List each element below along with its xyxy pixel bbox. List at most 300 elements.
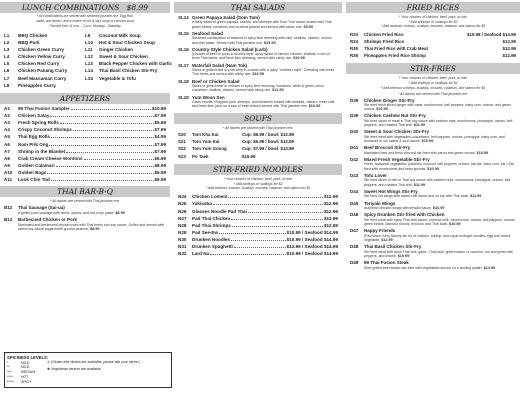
salads-item-price: $15.99 (263, 40, 276, 45)
noodles-item-code: N26 (178, 208, 187, 214)
stirfries-note-2: * Add shrimps or scallops for $2 (408, 81, 458, 86)
salads-item-desc (178, 68, 338, 77)
stirfries-item-desc (350, 119, 516, 128)
noodles-item-code: N24 (178, 194, 187, 200)
stirfries-item-desc-text: Slice grilled beef steaks stir-fried with vegetables served on a sizzling platter. (364, 265, 483, 270)
lunch-item-name: Hot & Sour Chicken Soup (99, 39, 155, 45)
salads-item-desc (178, 36, 338, 45)
salads-item-code: SL15 (178, 30, 189, 36)
salads-item-code: SL14 (178, 15, 189, 20)
soup-item-price: Cup: $6.99 / bowl: $12.99 (242, 139, 294, 145)
stirfries-item-desc (350, 218, 516, 227)
rices-item (350, 39, 516, 44)
soup-item-name: Tom Kha Kai (192, 131, 219, 137)
stirfries-item-desc-text: Stir fried slices of tofu in Thai soy sauce with cashew nuts, mushrooms, pineapple, onions, bell peppers, and roasted Thai chili. (364, 178, 511, 187)
bbq-item-name: Thai Sausage (Sai-ua) (18, 205, 65, 211)
stirfries-item-name: Happy Friends (364, 228, 396, 234)
bbq-item-desc (4, 223, 166, 232)
rices-item-code: R36 (350, 52, 359, 58)
lunch-item-name: Sweet & Sour Chicken (99, 54, 148, 60)
stirfries-item-desc-text: Fresh, seasonal vegetables (zucchini, broccoli, bell peppers, onions, carrots, baby corn, etc.) Stir fried with mushrooms and bean sprouts. (364, 162, 514, 171)
lunch-item-name: Vegetable & Tofu (99, 75, 136, 81)
stirfries-item-code: D45 (350, 200, 359, 206)
stirfries-item-name: Sweet Hot Wings Stir-Fry (364, 188, 418, 194)
lunch-header: LUNCH COMBINATIONS $8.99 (0, 2, 170, 13)
lunch-item-name: Ginger Chicken (99, 46, 133, 52)
appetizers-list (0, 106, 170, 182)
stirfries-item-price: $10.99 (432, 206, 445, 211)
lunch-item-name: BBQ Pork (18, 39, 40, 45)
appetizers-item-price: $10.99 (151, 106, 166, 112)
vegetarian-note: Vegetarian version are available (51, 367, 101, 372)
salads-item-price: $10.99 (252, 72, 264, 77)
stirfries-item-desc (350, 103, 516, 112)
stirfries-item-code: D42 (350, 157, 359, 163)
dot-leader (51, 178, 154, 181)
rices-item-code: R34 (350, 39, 359, 45)
lunch-item (85, 76, 166, 82)
noodles-item (178, 209, 338, 215)
noodles-item-code: N31 (178, 244, 187, 250)
stirfries-note-4: * All dishes are served with Thai jasmine rice. (397, 91, 469, 96)
stirfries-item-price: $10.99 (427, 166, 439, 171)
stirfries-item-name: Mixed Fresh Vegetable Stir-Fry (364, 157, 430, 163)
stirfries-item-price: $10.99 (397, 253, 410, 258)
stirfries-item-desc (350, 234, 516, 243)
stirfries-item-name: Chicken Cashew Nut Stir-Fry (364, 113, 426, 119)
spicy-stars: *** (7, 370, 12, 375)
appetizers-item-name: Shrimp in the Blanket (18, 148, 66, 154)
stirfries-item-name: 99 Thai Fusion Steak (364, 260, 409, 266)
lunch-item-code: L11 (85, 46, 93, 52)
appetizers-item-code: A2 (4, 113, 10, 119)
lunch-item (85, 47, 166, 53)
noodles-item-name: Pad See-Ew (192, 229, 219, 235)
salads-item (178, 63, 338, 77)
soup-item (178, 132, 338, 137)
spiciness-box (4, 352, 172, 388)
bbq-item-name: Barbecued Chicken or Pork (18, 217, 78, 223)
salads-item-desc (178, 52, 338, 61)
appetizers-item-name: Nam Prik Ong (18, 141, 49, 147)
lunch-item-name: Chicken Yellow Curry (18, 54, 65, 60)
lunch-item-code: L8 (4, 82, 10, 88)
stirfries-item-name: Beef Broccoli Stir-Fry (364, 145, 411, 151)
stirfries-item-code: D43 (350, 172, 359, 178)
lunch-item (4, 40, 85, 46)
soup-item-code: S22 (178, 146, 186, 152)
appetizers-item (4, 149, 166, 155)
stirfries-item-name: Teriyaki Wings (364, 200, 396, 206)
stirfries-item-desc-text: Stir fried hot wings with sweet chili sauce and on top with Thai basil. (364, 194, 469, 199)
lunch-item-name: Chicken Red Curry (18, 61, 60, 67)
stirfries-item-price: $11.99 (413, 182, 426, 187)
stirfries-item-name: Chicken Ginger Stir-Fry (364, 97, 415, 103)
lunch-item-name: Coconut Milk Soup (99, 32, 141, 38)
noodles-item-price: $10.99 / Seafood $14.99 (286, 236, 338, 242)
lunch-item-code: L2 (4, 39, 10, 45)
spicy-label: MEDIUM (21, 370, 36, 375)
salads-item-code: SL19 (178, 94, 189, 100)
appetizers-item-code: A4 (4, 127, 10, 133)
lunch-item-name: Thai Basil Chicken Stir-Fry (99, 68, 158, 74)
rices-header: FRIED RICES (346, 2, 520, 13)
soup-item-price: Cup: $7.99 / bowl: $13.99 (242, 146, 294, 152)
soup-item-name: Tom Yum Goong (192, 146, 227, 152)
salads-item-code: SL16 (178, 46, 189, 52)
stirfries-note-1: * Your choices of chicken, beef, pork, or tofu (398, 76, 468, 81)
spicy-stars: ** (7, 365, 10, 370)
lunch-item (4, 33, 85, 39)
lunch-item-code: L1 (4, 32, 10, 38)
appetizers-item-price: $4.99 (154, 134, 166, 140)
noodles-item (178, 251, 338, 257)
salads-item-price: $9.99 (303, 24, 314, 29)
stirfries-note-3: * Add seafood: shrimps, scallops, mussels, calamari, and salmon for $5 (380, 85, 486, 90)
lunch-note-1: * All combinations are served with steamed jasmine rice, Egg Roll, (36, 14, 134, 18)
stirfries-item-desc (350, 135, 516, 144)
lunch-item-code: L9 (85, 32, 91, 38)
stirfries-item-code: D39 (350, 113, 359, 119)
dot-leader (231, 217, 323, 220)
soup-item-code: S20 (178, 131, 186, 137)
stirfries-item (350, 244, 516, 258)
lunch-item (4, 61, 85, 67)
stirfries-item (350, 201, 516, 211)
rices-item-price: $10.99 / Seafood $14.99 (466, 32, 516, 38)
dot-leader (56, 164, 154, 167)
appetizers-item-code: A8 (4, 155, 10, 161)
stirfries-item (350, 173, 516, 187)
lunch-item (85, 33, 166, 39)
noodles-item-name: Glasses Noodle Pad Thai (192, 208, 247, 214)
appetizers-item-name: Chicken Satay (18, 113, 50, 119)
spicy-label: HOT (21, 374, 29, 379)
stirfries-item-desc (350, 206, 516, 211)
soup-item-price: Cup: $6.99 / bowl: $12.99 (242, 131, 294, 137)
stirfries-item (350, 228, 516, 242)
rices-item (350, 53, 516, 58)
salads-item-name: Green Papaya Salad (Som Tum) (192, 15, 260, 20)
appetizers-item-name: Golden Bags (18, 169, 47, 175)
noodles-item-price: $12.99 (323, 194, 338, 200)
appetizers-item-code: A10 (4, 169, 13, 175)
salads-item-name: Yum Woon Sen (192, 94, 225, 100)
stirfries-item (350, 260, 516, 270)
salads-list (174, 15, 342, 109)
lunch-item-code: L13 (85, 61, 93, 67)
appetizers-item-code: A9 (4, 162, 10, 168)
noodles-header: STIR-FRIED NOODLES (174, 164, 342, 175)
stirfries-item-price: $10.99 (448, 221, 461, 226)
rices-note-3: * Add seafood: shrimps, scallops, mussels, calamari, and salmon for $5 (380, 24, 486, 29)
rices-item-code: R33 (350, 32, 359, 38)
salads-item-desc-text: (choices of beef or pork) a country-style, spicy salad of minced chicken, shallots, a mix of fresh Thai herbs, and fresh lime dressing, served with sticky rice. (192, 52, 330, 61)
lunch-item (4, 83, 85, 89)
dot-leader (49, 143, 153, 146)
lunch-item-code: L12 (85, 54, 93, 60)
appetizers-item-price: $7.99 (154, 141, 166, 147)
noodles-item-price: $12.99 (323, 215, 338, 221)
noodles-item-code: N30 (178, 236, 187, 242)
stirfries-list (346, 98, 520, 271)
soup-item-name: Po Taek (192, 153, 209, 159)
appetizers-item-name: Crispy Coconut Shrimps (18, 127, 72, 133)
stirfries-item-code: D44 (350, 188, 359, 194)
rices-item-name: Thai Fried Rice with Crab Meat (364, 46, 428, 52)
lunch-item-code: L15 (85, 75, 93, 81)
lunch-item-code: L6 (4, 68, 10, 74)
salads-item-name: Seafood Salad (192, 30, 224, 36)
stirfries-item-desc-text: Marinated beef and fresh broccoli stir-fried with carrot and green onions. (364, 150, 476, 155)
noodles-item-name: Pad Thai Chicken (192, 215, 231, 221)
stirfries-item-code: D38 (350, 97, 359, 103)
noodles-item (178, 223, 338, 229)
stirfries-item-desc (350, 194, 516, 199)
salads-item (178, 47, 338, 61)
stirfries-item-desc (350, 151, 516, 156)
spicy-stars: **** (7, 374, 13, 379)
lunch-served: *Served from 11 a.m. - 3 p.m. Monday - Saturday (49, 23, 121, 28)
dot-leader (219, 231, 286, 234)
appetizers-item-code: A11 (4, 176, 13, 182)
stirfries-item-price: $14.99 (483, 265, 496, 270)
rices-list (346, 32, 520, 58)
noodles-item (178, 201, 338, 207)
bbq-item-price: $8.99 (90, 226, 100, 231)
bbq-list (0, 205, 170, 231)
soup-item-code: S23 (178, 153, 186, 159)
rices-item (350, 32, 516, 37)
noodles-item-price: $10.99 / Seafood $14.99 (286, 229, 338, 235)
spicy-label: SPICY (21, 379, 32, 384)
rices-item-name: Shrimps Fried Rice (364, 39, 405, 45)
appetizers-item-name: 99 Thai Fusion Sampler (18, 106, 70, 112)
stirfries-header: STIR-FRIES (346, 63, 520, 74)
gluten-note: (Gluten free dishes are available, please ask your server) (51, 360, 140, 365)
noodles-item-name: Drunken Spaghetti (192, 244, 233, 250)
noodles-item (178, 237, 338, 243)
salads-item-name: Country-Style Chicken Salad (Larb) (192, 46, 268, 52)
stirfries-item-code: D41 (350, 145, 359, 151)
appetizers-item-code: A7 (4, 148, 10, 154)
appetizers-item-price: $6.99 (154, 169, 166, 175)
appetizers-item (4, 170, 166, 176)
appetizers-item-name: Crab Cream Cheese Wontons (18, 155, 83, 161)
lunch-item-name: Chicken Green Curry (18, 46, 64, 52)
stirfries-item-price: $10.99 (421, 138, 434, 143)
soup-item-price: $15.99 (242, 153, 256, 159)
stirfries-item-price: $12.99 (381, 237, 393, 242)
rices-note-1: * Your choices of chicken, beef, pork, or tofu (398, 15, 468, 19)
noodles-item-price: $12.99 (323, 208, 338, 214)
noodles-note-3: * Add seafood: shrimps, scallops, mussels, calamari, and salmon for $5 (205, 186, 311, 191)
lunch-note-2: salad, and desert, and a choice of hot & sour soup or coconut soup (36, 18, 134, 23)
spicy-level (7, 375, 47, 379)
noodles-item-code: N29 (178, 229, 187, 235)
stirfries-item (350, 212, 516, 226)
salads-header: THAI SALADS (174, 2, 342, 13)
stirfries-item-price: $10.99 (376, 107, 388, 112)
stirfries-item-desc-text: Stir fried meat with spicy Thai chili-sauce, coconut milk, mushrooms, onions, bell peppers, carrots, green beans, bamboo shoots, broccoli, and Thai basil. (364, 217, 516, 226)
rices-item-price: $12.99 (502, 46, 516, 52)
lunch-item (4, 47, 85, 53)
lunch-list (4, 31, 173, 90)
noodles-item-name: Drunken Noodles (192, 236, 231, 242)
lunch-item-code: L5 (4, 61, 10, 67)
soup-item-name: Tom Yum Kai (192, 139, 220, 145)
appetizers-item-price: $7.99 (154, 148, 166, 154)
dot-leader (51, 135, 154, 138)
noodles-item-price: $12.99 (323, 201, 338, 207)
stirfries-item (350, 157, 516, 171)
bbq-item-code: B13 (4, 217, 13, 223)
spicy-level (7, 361, 47, 365)
salads-item-desc-text: Glass noodle, chopped pork, shrimps, and tomatoes tossed with shallots, cilantro, fresh chili, and fresh lime juice on a bed of fresh lettuce served with Thai jasmine rice. (192, 100, 336, 109)
noodles-item-code: N27 (178, 215, 187, 221)
dot-leader (73, 128, 154, 131)
dot-leader (47, 171, 153, 174)
spicy-level (7, 380, 47, 384)
appetizers-item (4, 106, 166, 112)
bbq-item-price: $8.99 (115, 210, 125, 215)
lunch-item-name: BBQ Chicken (18, 32, 48, 38)
dot-leader (50, 114, 153, 117)
appetizers-item (4, 156, 166, 162)
dot-leader (228, 195, 322, 198)
soup-item (178, 139, 338, 144)
stirfries-item (350, 189, 516, 199)
appetizers-item-price: $6.99 (154, 176, 166, 182)
stirfries-item-desc-text: Stir fried meat with vegetables-cucumbers, bell peppers, onions, pineapple, baby corn, and tomatoes in our sweet & sour sauce. (364, 134, 505, 143)
appetizers-item-name: Thai Egg Rolls (18, 134, 50, 140)
appetizers-item (4, 113, 166, 119)
rices-item-price: $12.99 (502, 39, 516, 45)
stirfries-item-desc (350, 266, 516, 271)
noodles-item-name: Chicken Lomein (192, 194, 228, 200)
lunch-item-name: Beef Massaman Curry (18, 75, 67, 81)
lunch-item-code: L14 (85, 68, 93, 74)
dot-leader (234, 245, 286, 248)
stirfries-item (350, 129, 516, 143)
appetizers-item (4, 127, 166, 133)
noodles-item (178, 230, 338, 236)
salads-item-name: Waterfall Salad (Nam Tok) (192, 62, 248, 68)
appetizers-header: APPETIZERS (0, 93, 170, 104)
lunch-item (4, 76, 85, 82)
appetizers-item-price: $8.99 (154, 162, 166, 168)
lunch-item-code: L4 (4, 54, 10, 60)
stirfries-item-price: $11.99 (469, 194, 482, 199)
appetizers-item-name: Golden Calamari (18, 162, 55, 168)
noodles-item-code: N28 (178, 222, 187, 228)
noodles-item (178, 194, 338, 200)
stirfries-item-desc (350, 178, 516, 187)
noodles-item-name: Yakisoba (192, 201, 212, 207)
stirfries-item-name: Tofu Lover (364, 172, 387, 178)
stirfries-item-name: Thai Basil Chicken Stir-Fry (364, 244, 422, 250)
spiciness-title: SPICINESS LEVELS: (7, 355, 49, 360)
salads-item-desc (178, 20, 338, 29)
dot-leader (213, 202, 323, 205)
stirfries-item-price: $11.99 (413, 123, 426, 128)
appetizers-item-code: A3 (4, 120, 10, 126)
vegetarian-icon: ❀ (47, 367, 50, 372)
salads-item-price: $10.99 (293, 56, 305, 61)
appetizers-item (4, 163, 166, 169)
stirfries-item-name: Spicy Drunken Stir-fried with Chicken (364, 212, 445, 218)
soup-item (178, 146, 338, 151)
spicy-level (7, 365, 47, 369)
dot-leader (71, 107, 151, 110)
stirfries-item-code: D48 (350, 244, 359, 250)
dot-leader (231, 238, 286, 241)
dot-leader (232, 224, 323, 227)
stirfries-item-desc-text: Stir fried fresh sliced ginger with meat, mushrooms, bell peppers, baby corn, onions, and green onions. (364, 102, 511, 112)
lunch-item (85, 68, 166, 74)
soups-list (174, 132, 342, 159)
stirfries-item-desc-text: Authentic chicken wings with teriyaki sauce. (364, 206, 432, 211)
appetizers-item-price: $7.99 (154, 113, 166, 119)
noodles-item-price: $12.99 / Seafood $14.99 (286, 244, 338, 250)
rices-note-2: * Add shrimps or scallops for $2 (408, 20, 458, 25)
salads-item-desc (178, 84, 338, 93)
bbq-item-desc-text: Marinated and tenderized chicken pork with Thai herbs and soy sauce. Grilled and served with sweet soy sauce topped with ground peanuts. (18, 222, 165, 231)
lunch-item-name: Black Pepper Chicken with Garlic (99, 61, 173, 67)
noodles-item-name: Pad Thai Shrimps (192, 222, 231, 228)
noodles-item-code: N32 (178, 251, 187, 257)
soup-item-code: S21 (178, 139, 186, 145)
noodles-note-2: * Add shrimps or scallops for $2 (233, 182, 283, 187)
appetizers-item-name: Look Chin Tod (18, 176, 50, 182)
dot-leader (66, 150, 153, 153)
appetizers-item-name: Fresh Spring Rolls (18, 120, 59, 126)
bbq-item-code: B12 (4, 205, 13, 211)
noodles-item (178, 216, 338, 222)
salads-item-desc-text: Steamed combination of seafood in spicy lime dressing with mint, shallots, cilantro, onions and chili paste. Served with Thai jasmine rice. (192, 36, 332, 45)
noodles-item-code: N25 (178, 201, 187, 207)
noodles-list (174, 194, 342, 256)
spicy-label: MILD (21, 365, 30, 370)
appetizers-item (4, 120, 166, 126)
spicy-stars: ***** (7, 379, 14, 384)
bbq-item (4, 205, 166, 215)
salads-item-price: $11.99 (272, 88, 284, 93)
stirfries-item (350, 98, 516, 112)
lunch-item (85, 40, 166, 46)
spicy-stars: * (7, 360, 9, 365)
spicy-label: MILD (21, 360, 30, 365)
bbq-header: THAI BAR-B-Q (0, 186, 170, 197)
rices-item-name: Chicken Fried Rice (364, 32, 404, 38)
lunch-item-code: L10 (85, 39, 93, 45)
noodles-note-1: * Your choices of chicken, beef, pork, or tofu (223, 177, 293, 182)
stirfries-item (350, 145, 516, 155)
stirfries-item (350, 113, 516, 127)
stirfries-item-name: Sweet & Sour Chicken Stir-Fry (364, 129, 430, 135)
stirfries-item-desc (350, 162, 516, 171)
rices-item-price: $12.99 (502, 52, 516, 58)
stirfries-item-code: D40 (350, 129, 359, 135)
salads-item (178, 31, 338, 45)
salads-item-desc-text: Slices of grilled beef or pork strip in a salad with a spicy "northern style". Dressing with fresh Thai herbs and served with sticky rice. (192, 68, 335, 77)
bbq-item-desc-text: A grilled pork sausage with herbs, spices, and red curry paste. (18, 210, 115, 215)
soups-note: * All dishes are served with Thai jasmine rice. (222, 125, 294, 130)
dot-leader (84, 157, 154, 160)
rices-item-code: R35 (350, 46, 359, 52)
lunch-item (85, 61, 173, 67)
lunch-item-code: L3 (4, 46, 10, 52)
